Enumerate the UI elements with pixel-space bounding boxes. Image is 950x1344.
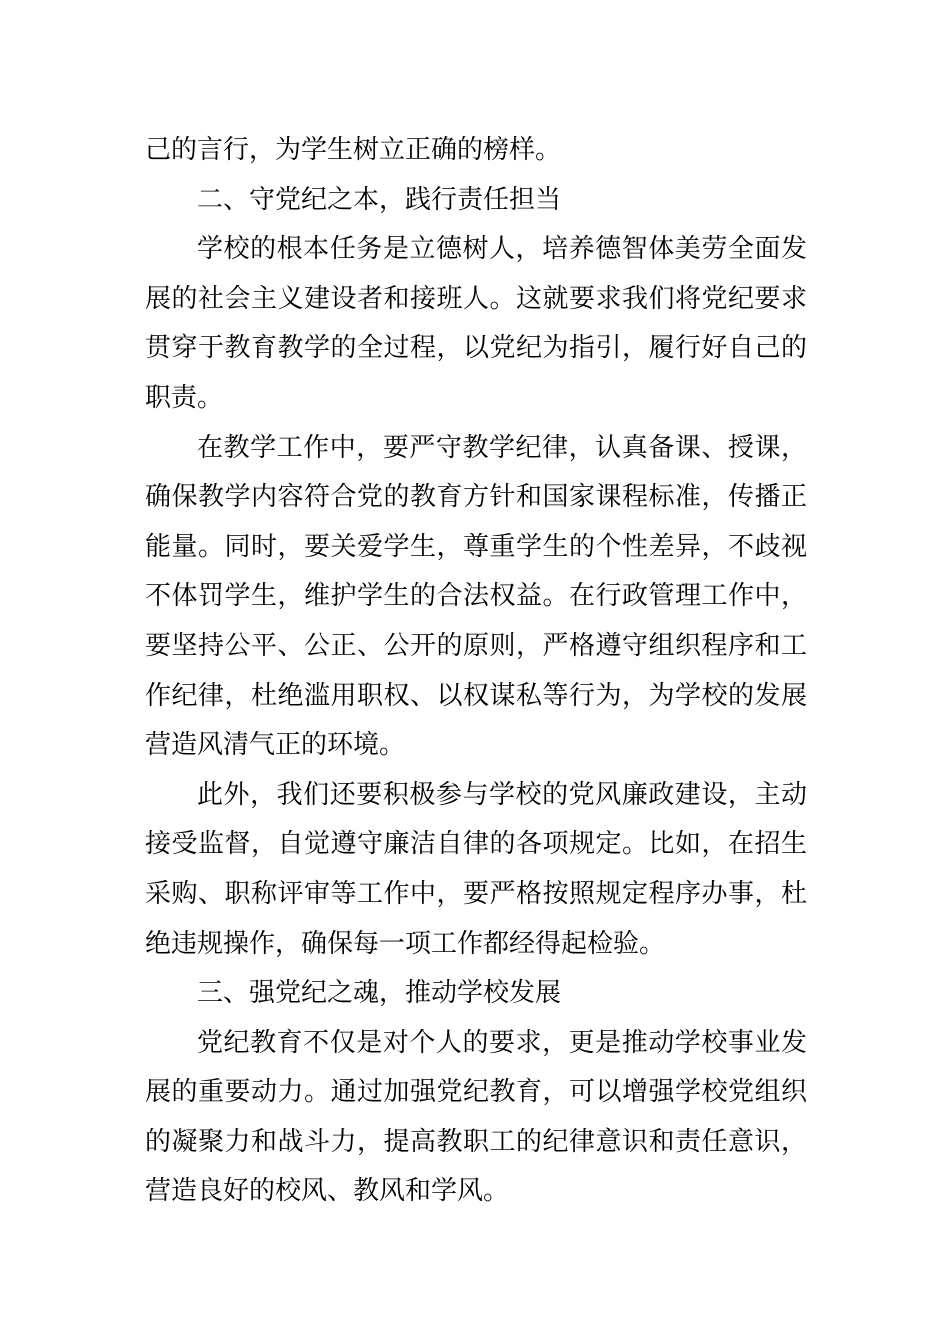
section-heading-2: 二、守党纪之本，践行责任担当 <box>197 184 562 215</box>
paragraph-continuation: 己的言行，为学生树立正确的榜样。 <box>145 135 562 165</box>
paragraph-development: 党纪教育不仅是对个人的要求，更是推动学校事业发展的重要动力。通过加强党纪教育，可以增强学校党组织的凝聚力和战斗力，提高教职工的纪律意识和责任意识，营造良好的校风、教风和学风。 <box>145 1027 807 1207</box>
paragraph-mission: 学校的根本任务是立德树人，培养德智体美劳全面发展的社会主义建设者和接班人。这就要求我们将党纪要求贯穿于教育教学的全过程，以党纪为指引，履行好自己的职责。 <box>145 234 807 413</box>
section-heading-3: 三、强党纪之魂，推动学校发展 <box>197 978 562 1009</box>
document-body <box>145 126 807 1217</box>
paragraph-integrity: 此外，我们还要积极参与学校的党风廉政建设，主动接受监督，自觉遵守廉洁自律的各项规定。比如，在招生采购、职称评审等工作中，要严格按照规定程序办事，杜绝违规操作，确保每一项工作都经得起检验。 <box>145 779 807 959</box>
paragraph-teaching: 在教学工作中，要严守教学纪律，认真备课、授课，确保教学内容符合党的教育方针和国家课程标准，传播正能量。同时，要关爱学生，尊重学生的个性差异，不歧视不体罚学生，维护学生的合法权益。在行政管理工作中，要坚持公平、公正、公开的原则，严格遵守组织程序和工作纪律，杜绝滥用职权、以权谋私等行为，为学校的发展营造风清气正的环境。 <box>145 432 807 761</box>
